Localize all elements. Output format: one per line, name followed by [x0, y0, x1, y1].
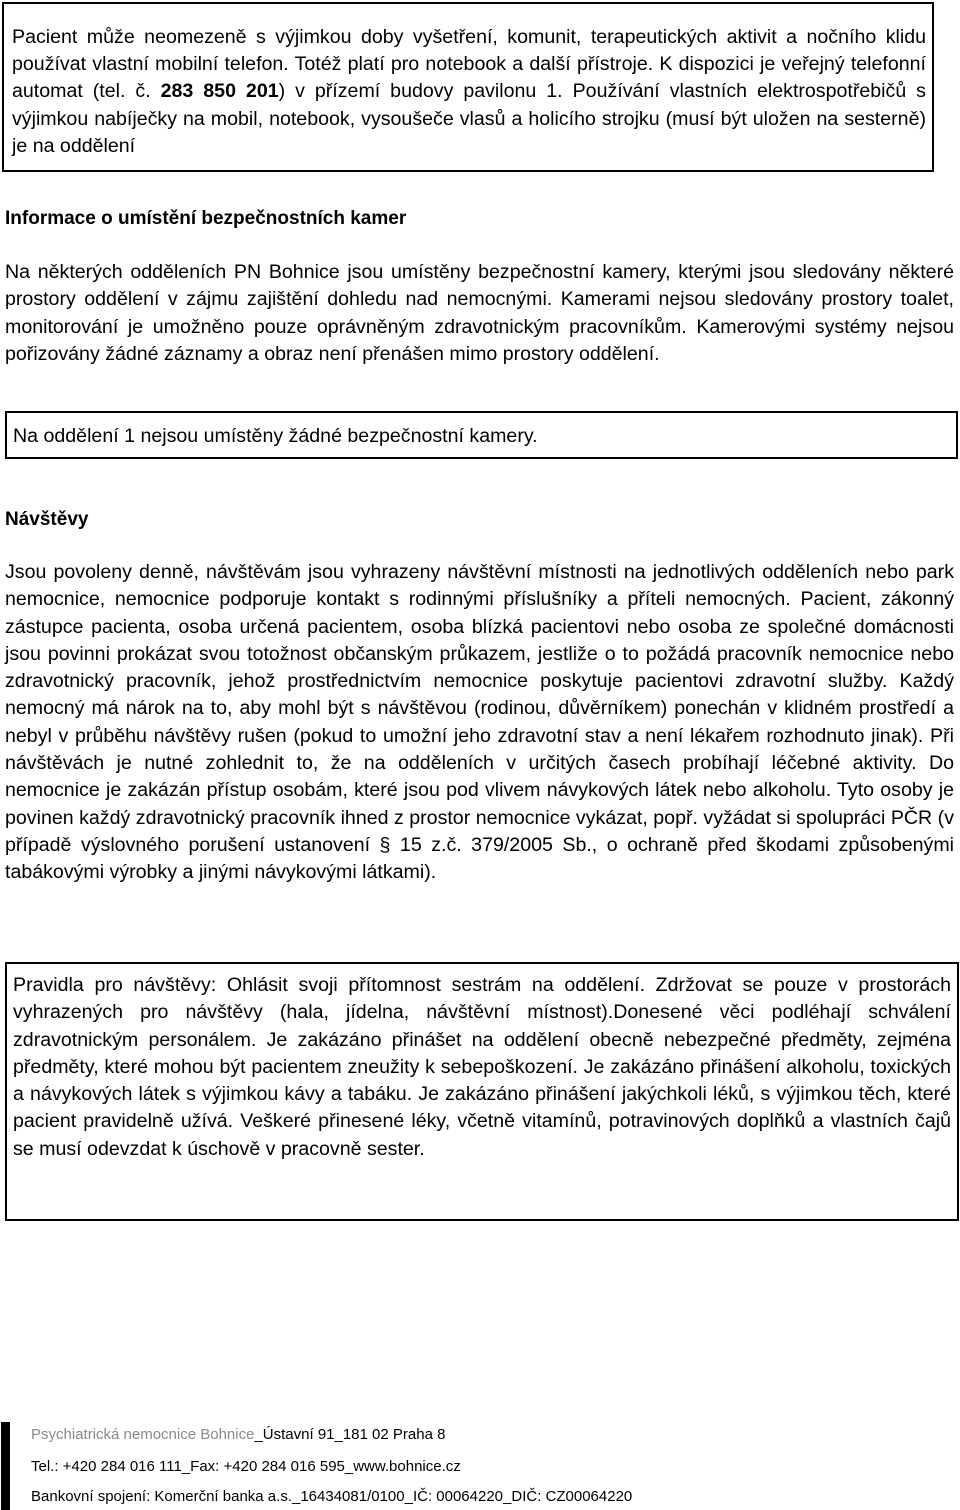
- visit-rules-box: [5, 962, 959, 1221]
- phone-info-box: [2, 2, 934, 172]
- footer-bar: [1, 1422, 10, 1510]
- visits-paragraph: Jsou povoleny denně, návštěvám jsou vyhrazeny návštěvní místnosti na jednotlivých odděleních nebo park nemocnice, nemocnice podporuje kontakt s rodinnými příslušníky a příteli nemocných. Pacient, zákonný zástupce pacienta, osoba určená pacientem, osoba blízká pacientovi nebo osoba ze společné domácnosti jsou povinni prokázat svou totožnost občanským průkazem, jestliže o to požádá pracovník nemocnice nebo zdravotnický pracovník, jehož prostřednictvím nemocnice poskytuje pacientovi zdravotní služby. Každý nemocný má nárok na to, aby mohl být s návštěvou (rodinou, důvěrníkem) ponechán v klidném prostředí a nebyl v průběhu návštěvy rušen (pokud to umožní jeho zdravotní stav a není lékařem rozhodnuto jinak). Při návštěvách je nutné zohlednit to, že na odděleních v určitých časech probíhají léčebné aktivity. Do nemocnice je zakázán přístup osobám, které jsou pod vlivem návykových látek nebo alkoholu. Tyto osoby je povinen každý zdravotnický pracovník ihned z prostor nemocnice vykázat, popř. vyžádat si spolupráci PČR (v případě výslovného porušení ustanovení § 15 z.č. 379/2005 Sb., o ochraně před škodami způsobenými tabákovými výrobky a jinými návykovými látkami).: [5, 561, 954, 884]
- page-footer: [0, 1418, 960, 1510]
- footer-address: _Ústavní 91_181 02 Praha 8: [254, 1426, 446, 1443]
- cameras-notice-text: Na oddělení 1 nejsou umístěny žádné bezpečnostní kamery.: [13, 425, 538, 447]
- phone-info-text-start: Pacient může neomezeně s výjimkou doby vyšetření, komunit, terapeutických aktivit a nočního klidu používat vlastní mobilní telefon. Totéž platí pro notebook a další přístroje. K dispozici je veřejný telefonní automat (tel. č.: [12, 26, 926, 103]
- phone-info-text-end: ) v přízemí budovy pavilonu 1. Používání vlastních elektrospotřebičů s výjimkou nabíječky na mobil, notebook, vysoušeče vlasů a holicího strojku (musí být uložen na sesterně) je na oddělení: [12, 80, 926, 157]
- payphone-number: 283 850 201: [160, 80, 279, 103]
- visit-rules-text: Pravidla pro návštěvy: Ohlásit svoji přítomnost sestrám na oddělení. Zdržovat se pouze v prostorách vyhrazených pro návštěvy (hala, jídelna, návštěvní místnost).Donesené věci podléhají schválení zdravotnickým personálem. Je zakázáno přinášet na oddělení obecně nebezpečné předměty, zejména předměty, které mohou být pacientem zneužity k sebepoškození. Je zakázáno přinášení alkoholu, toxických a návykových látek s výjimkou kávy a tabáku. Je zakázáno přinášení jakýchkoli léků, s výjimkou těch, které pacient pravidelně užívá. Veškeré přinesené léky, včetně vitamínů, potravinových doplňků a vlastních čajů se musí odevzdat k úschově v pracovně sester.: [13, 974, 951, 1160]
- cameras-section: [5, 259, 954, 368]
- phone-info-paragraph: [12, 24, 926, 160]
- cameras-heading: Informace o umístění bezpečnostních kamer: [5, 208, 407, 229]
- visits-heading: Návštěvy: [5, 509, 89, 530]
- cameras-paragraph: Na některých odděleních PN Bohnice jsou umístěny bezpečnostní kamery, kterými jsou sledovány některé prostory oddělení v zájmu zajištění dohledu nad nemocnými. Kamerami nejsou sledovány prostory toalet, monitorování je umožněno pouze oprávněným zdravotnickým pracovníkům. Kamerovými systémy nejsou pořizovány žádné záznamy a obraz není přenášen mimo prostory oddělení.: [5, 261, 954, 365]
- cameras-notice-box: [5, 411, 958, 459]
- footer-address-line: [31, 1426, 445, 1444]
- visits-section: [5, 559, 954, 887]
- footer-bank-line: Bankovní spojení: Komerční banka a.s._16434081/0100_IČ: 00064220_DIČ: CZ00064220: [31, 1488, 633, 1505]
- footer-contact-line: Tel.: +420 284 016 111_Fax: +420 284 016 595_www.bohnice.cz: [31, 1458, 461, 1475]
- footer-hospital-name: Psychiatrická nemocnice Bohnice: [31, 1426, 255, 1443]
